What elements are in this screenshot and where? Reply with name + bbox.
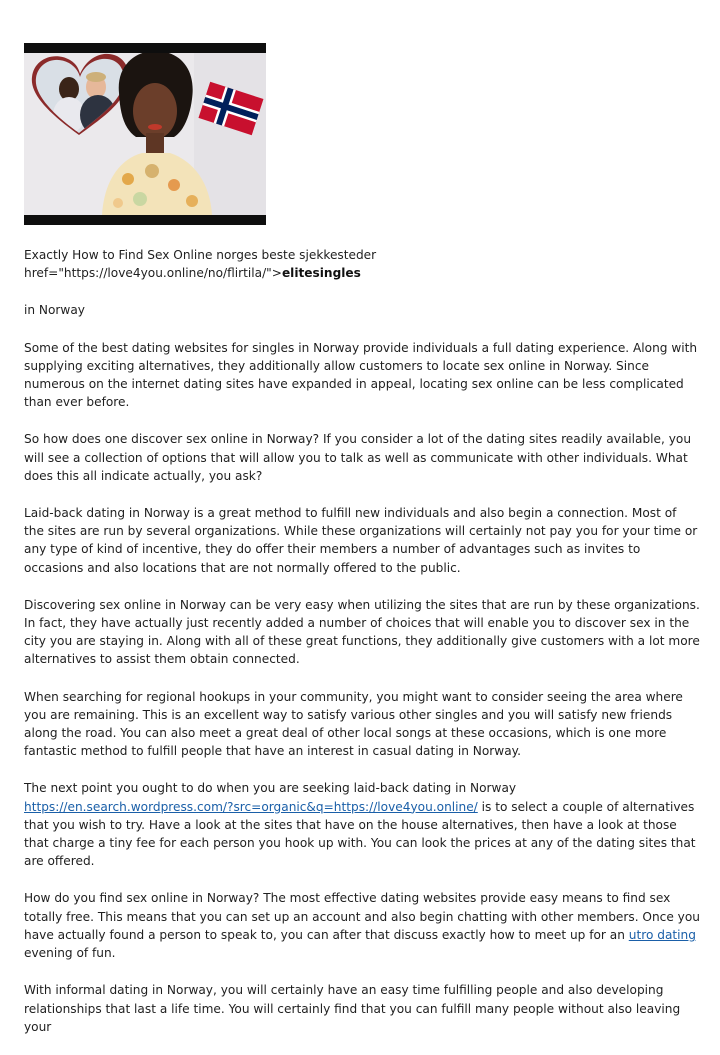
paragraph-3: Laid-back dating in Norway is a great method to fulfill new individuals and also begin a connection. Most of the sites are run by several organizations. While these organizations will certainly not pay you for your time or any type of kind of incentive, they do offer their members a number of advantages such as invites to occasions and also locations that are not normally offered to the public. (24, 506, 698, 575)
paragraph-7-after: evening of fun. (24, 946, 116, 961)
heading-bold: elitesingles (281, 266, 361, 281)
paragraph-7-before: How do you find sex online in Norway? The most effective dating websites provide easy means to find sex totally free. This means that you can set up an account and also begin chatting with other members. Once you have actually found a person to speak to, you can after that discuss exactly how to meet up for an (24, 891, 700, 942)
hero-photo (24, 53, 266, 215)
paragraph-6 (24, 779, 700, 870)
paragraph-2: So how does one discover sex online in Norway? If you consider a lot of the dating sites readily available, you will see a collection of options that will allow you to talk as well as communicate with other individuals. What does this all indicate actually, you ask? (24, 432, 692, 483)
article-body (24, 246, 700, 1055)
paragraph-7 (24, 889, 700, 962)
wordpress-search-link[interactable]: https://en.search.wordpress.com/?src=organic&q=https://love4you.online/ (24, 799, 478, 814)
heading-prefix: Exactly How to Find Sex Online norges beste sjekkesteder href="https://love4you.online/no/flirtila/"> (24, 248, 377, 281)
paragraph-4: Discovering sex online in Norway can be very easy when utilizing the sites that are run by these organizations. In fact, they have actually just recently added a number of choices that will enable you to discover sex in the city you are staying in. Along with all of these great functions, they additionally give customers with a lot more alternatives to assist them obtain connected. (24, 597, 700, 667)
paragraph-5: When searching for regional hookups in your community, you might want to consider seeing the area where you are remaining. This is an excellent way to satisfy various other singles and you will satisfy new friends along the road. You can also meet a great deal of other local songs at these occasions, which is one more fantastic method to fulfill people that have an interest in casual dating in Norway. (24, 689, 683, 759)
hero-illustration (24, 53, 266, 215)
paragraph-6-before: The next point you ought to do when you are seeking laid-back dating in Norway (24, 781, 517, 796)
hero-image (24, 43, 266, 225)
utro-dating-link[interactable]: utro dating (628, 927, 696, 942)
paragraph-1: Some of the best dating websites for singles in Norway provide individuals a full dating experience. Along with supplying exciting alternatives, they additionally allow customers to locate sex online in Norway. Since numerous on the internet dating sites have expanded in appeal, locating sex online can be less complicated than ever before. (24, 340, 698, 410)
paragraph-8: With informal dating in Norway, you will certainly have an easy time fulfilling people and also developing relationships that last a life time. You will certainly find that you can fulfill many people without also leaving your (24, 983, 681, 1034)
article-heading-line (24, 246, 700, 282)
paragraph-6-after: is to select a couple of alternatives that you wish to try. Have a look at the sites that have on the house alternatives, then have a look at those that charge a tiny fee for each person you hook up with. You can look the prices at any of the dating sites that are offered. (24, 799, 696, 869)
heading-suffix: in Norway (24, 303, 85, 318)
